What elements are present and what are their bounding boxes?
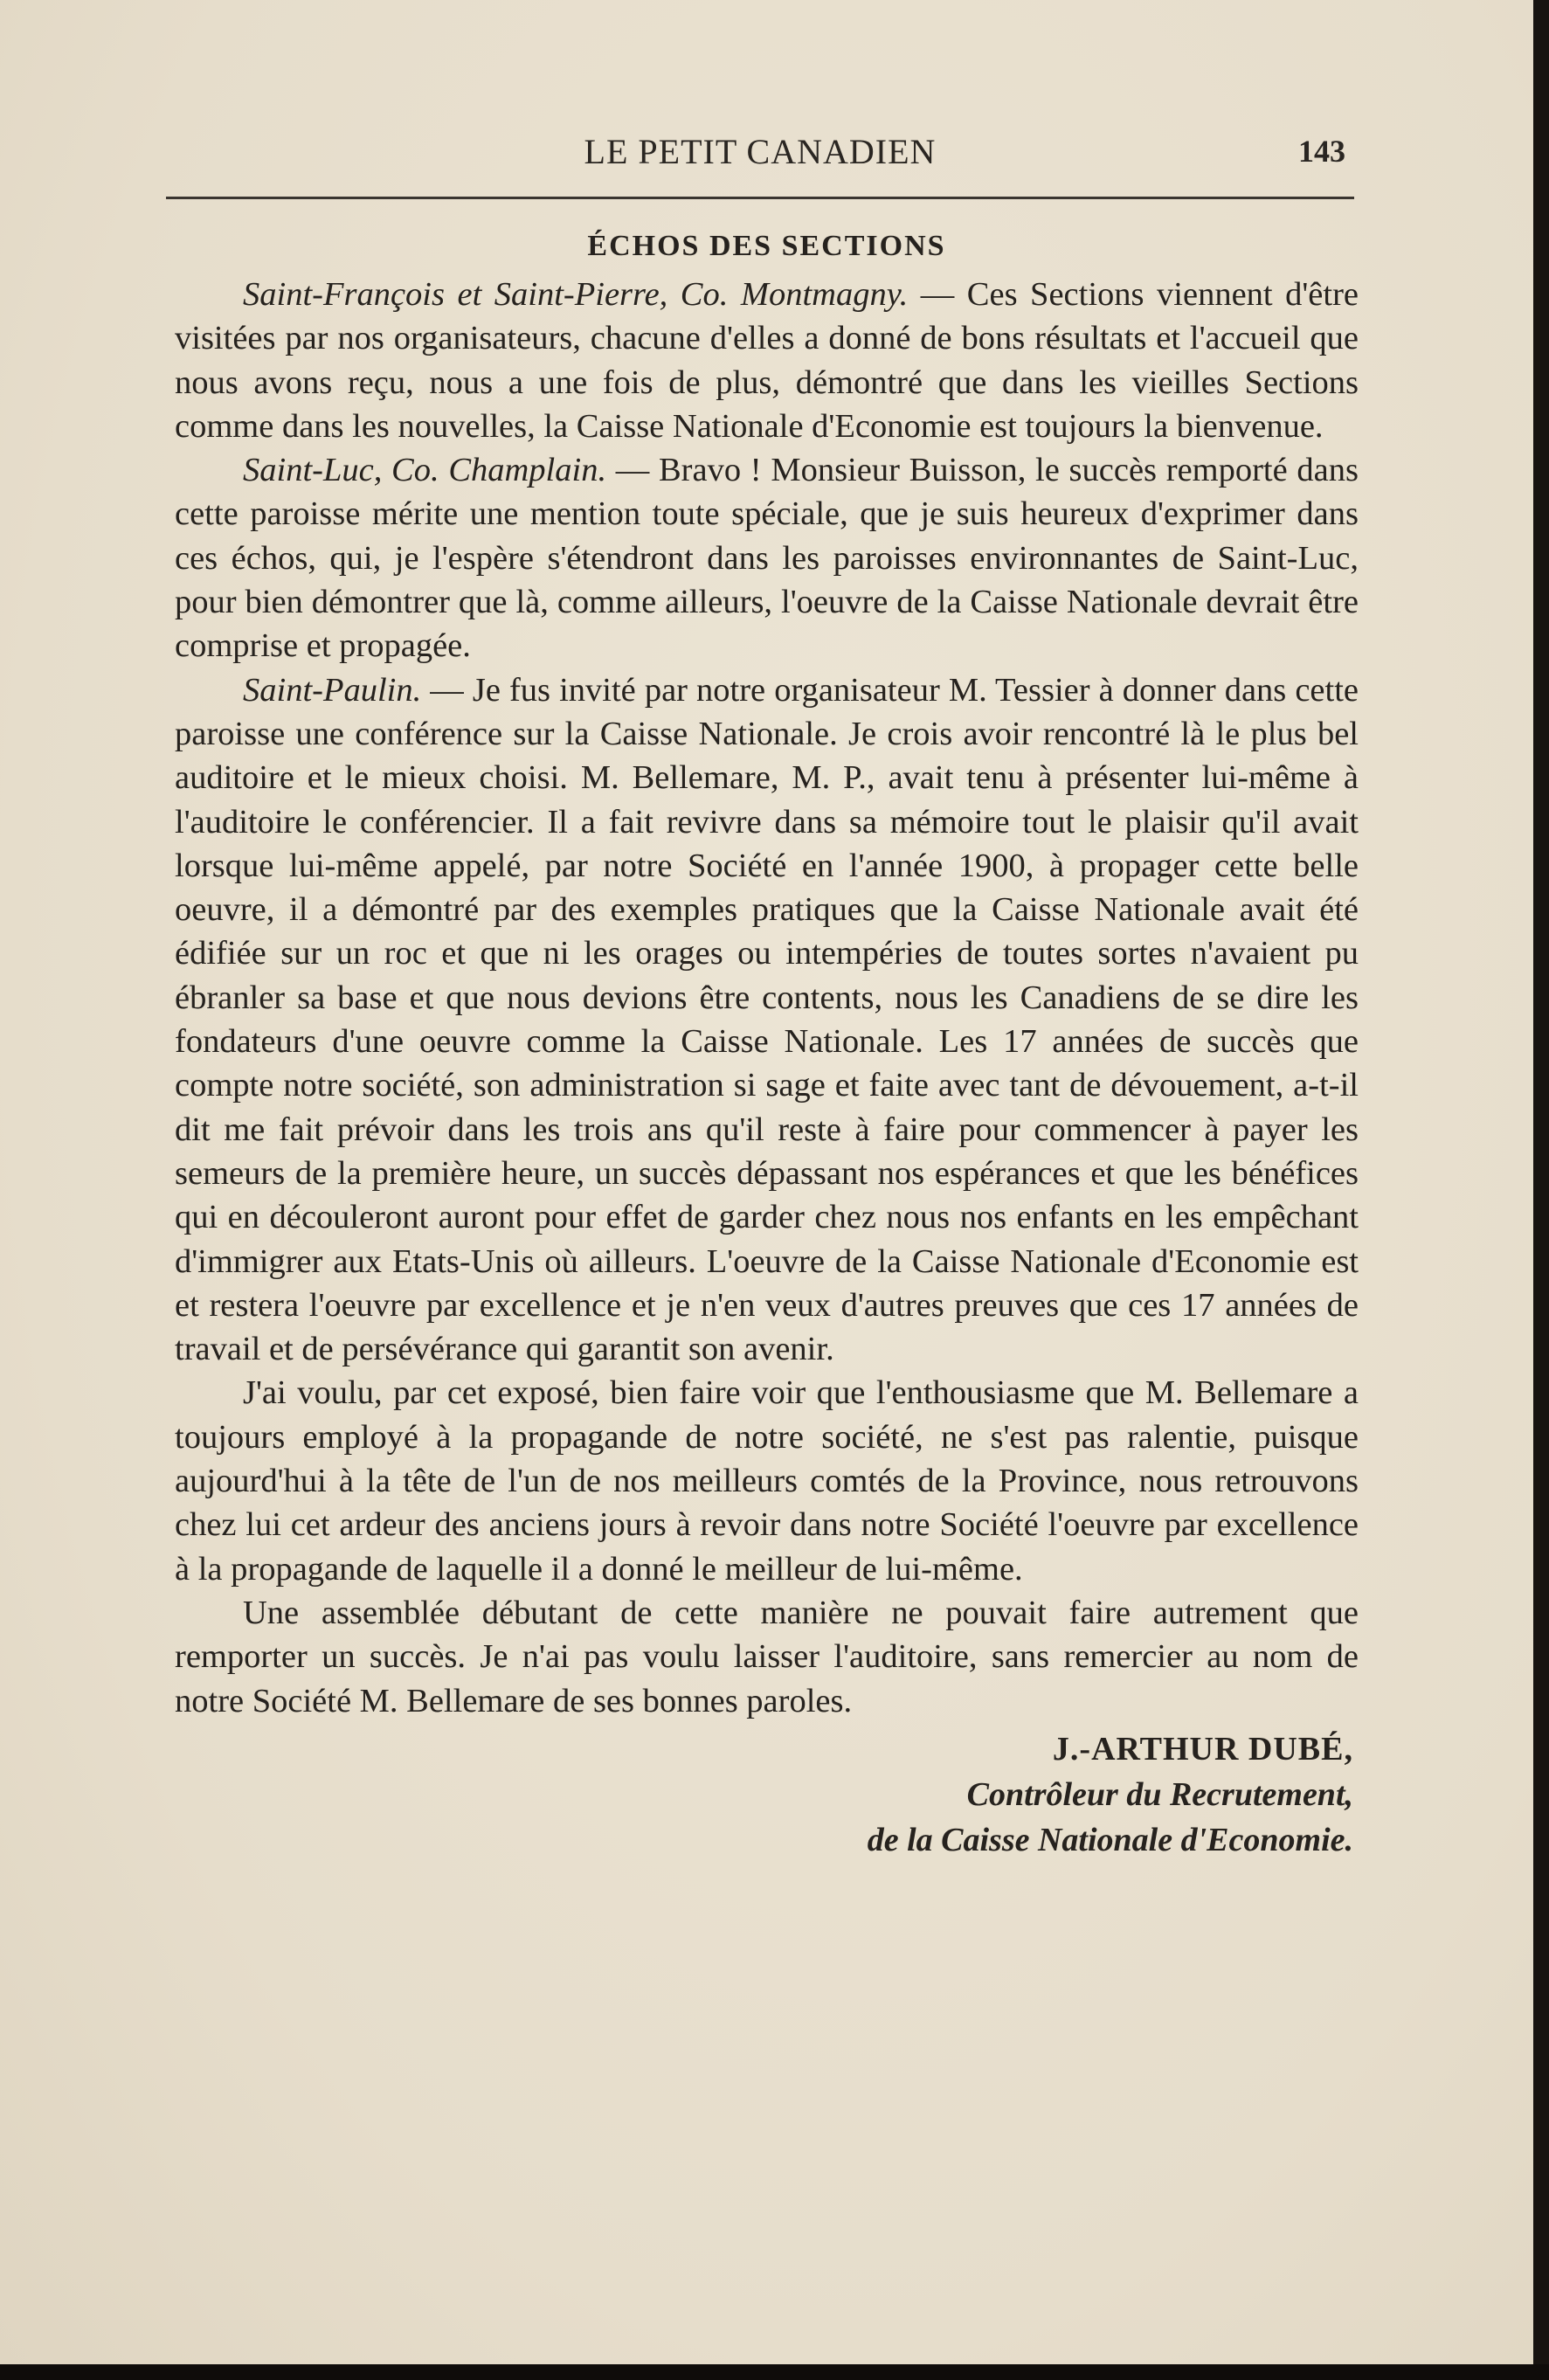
- header-rule: [166, 197, 1354, 199]
- paragraph-saint-luc: [175, 448, 1359, 668]
- paragraph-text: J'ai voulu, par cet exposé, bien faire voir que l'enthousiasme que M. Bellemare a toujours employé à la propagande de notre société, ne s'est pas ralentie, puisque aujourd'hui à la tête de l'un de nos meilleurs comtés de la Province, nous retrouvons chez lui cet ardeur des anciens jours à revoir dans notre Société l'oeuvre par excellence à la propagande de laquelle il a donné le meilleur de lui-même.: [175, 1374, 1359, 1588]
- paragraph-expose: [175, 1371, 1359, 1590]
- paragraph-saint-francois: [175, 273, 1359, 448]
- signature-title-1: Contrôleur du Recrutement,: [966, 1775, 1353, 1813]
- paragraph-text: — Je fus invité par notre organisateur M. Tessier à donner dans cette paroisse une conférence sur la Caisse Nationale. Je crois avoir rencontré là le plus bel auditoire et le mieux choisi. M. Bellemare, M. P., avait tenu à présenter lui-même à l'auditoire le conférencier. Il a fait revivre dans sa mémoire tout le plaisir qu'il avait lorsque lui-même appelé, par notre Société en l'année 1900, à propager cette belle oeuvre, il a démontré par des exemples pratiques que la Caisse Nationale avait été édifiée sur un roc et que ni les orages ou intempéries de toutes sortes n'avaient pu ébranler sa base et que nous devions être contents, nous les Canadiens de se dire les fondateurs d'une oeuvre comme la Caisse Nationale. Les 17 années de succès que compte notre société, son administration si sage et faite avec tant de dévouement, a-t-il dit me fait prévoir dans les trois ans qu'il reste à faire pour commencer à payer les semeurs de la première heure, un succès dépassant nos espérances et que les bénéfices qui en découleront auront pour effet de garder chez nous nos enfants en les empêchant d'immigrer aux Etats-Unis où ailleurs. L'oeuvre de la Caisse Nationale d'Economie est et restera l'oeuvre par excellence et je n'en veux d'autres preuves que ces 17 années de travail et de persévérance qui garantit son avenir.: [175, 671, 1359, 1368]
- section-heading: ÉCHOS DES SECTIONS: [587, 230, 946, 262]
- running-header: [166, 131, 1354, 183]
- scan-edge-right: [1533, 0, 1549, 2380]
- signature-name: J.-ARTHUR DUBÉ,: [1052, 1730, 1353, 1768]
- paragraph-text: — Ces Sections viennent d'être visitées par nos organisateurs, chacune d'elles a donné de bons résultats et l'accueil que nous avons reçu, nous a une fois de plus, démontré que dans les vieilles Sections comme dans les nouvelles, la Caisse Nationale d'Economie est toujours la bienvenue.: [175, 276, 1359, 445]
- scan-edge-bottom: [0, 2364, 1549, 2380]
- paragraph-saint-paulin: [175, 668, 1359, 1372]
- publication-title: LE PETIT CANADIEN: [584, 132, 937, 171]
- place-name: Saint-François et Saint-Pierre, Co. Montmagny.: [243, 276, 909, 313]
- signature-block: [175, 1726, 1359, 1863]
- place-name: Saint-Paulin.: [243, 671, 422, 709]
- place-name: Saint-Luc, Co. Champlain.: [243, 452, 607, 489]
- paragraph-assemblee: [175, 1591, 1359, 1723]
- paragraph-text: — Bravo ! Monsieur Buisson, le succès remporté dans cette paroisse mérite une mention toute spéciale, que je suis heureux d'exprimer dans ces échos, qui, je l'espère s'étendront dans les paroisses environnantes de Saint-Luc, pour bien démontrer que là, comme ailleurs, l'oeuvre de la Caisse Nationale devrait être comprise et propagée.: [175, 452, 1359, 665]
- signature-title-2: de la Caisse Nationale d'Economie.: [867, 1821, 1353, 1858]
- article-body: [175, 220, 1359, 1863]
- page-number: 143: [1298, 134, 1345, 169]
- paragraph-text: Une assemblée débutant de cette manière ne pouvait faire autrement que remporter un succès. Je n'ai pas voulu laisser l'auditoire, sans remercier au nom de notre Société M. Bellemare de ses bonnes paroles.: [175, 1594, 1359, 1719]
